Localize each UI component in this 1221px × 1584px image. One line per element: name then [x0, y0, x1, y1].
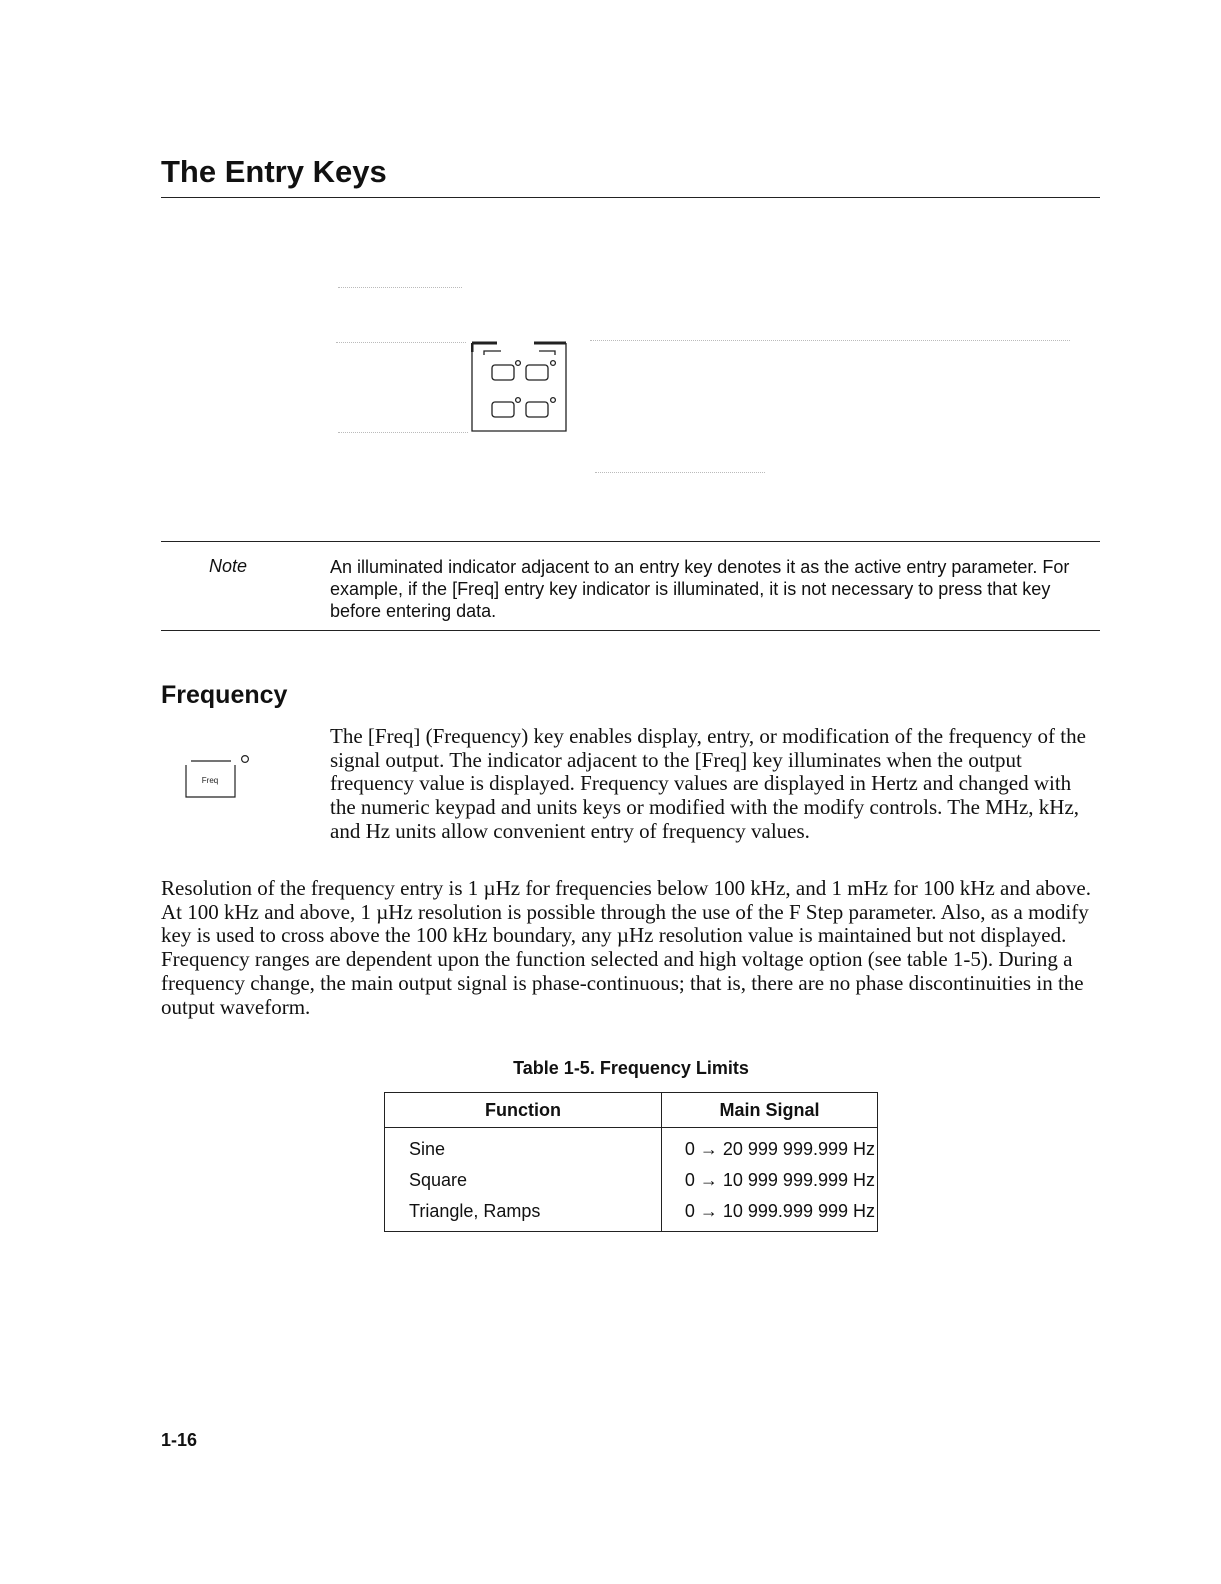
freq-key-label: Freq [201, 776, 219, 785]
note-top-rule [161, 541, 1100, 542]
note-text: An illuminated indicator adjacent to an entry key denotes it as the active entry parameter. For example, if the [Freq] entry key indicator is illuminated, it is not necessary to press that key before entering data. [330, 557, 1070, 621]
column-header-main-signal: Main Signal [662, 1093, 878, 1128]
frequency-body-paragraph: Resolution of the frequency entry is 1 µHz for frequencies below 100 kHz, and 1 mHz for 100 kHz and above. At 100 kHz and above, 1 µHz resolution is possible through the use of the F Step parameter. Also, as a modify key is used to cross above the 100 kHz boundary, any µHz resolution value is maintained but not displayed. Frequency ranges are dependent upon the function selected and high voltage option (see table 1-5). During a frequency change, the main output signal is phase-continuous; that is, there are no phase discontinuities in the output waveform. [161, 876, 1091, 1019]
table-caption: Table 1-5. Frequency Limits [513, 1058, 749, 1078]
column-header-function: Function [385, 1093, 662, 1128]
table-header-row [385, 1093, 878, 1128]
scan-artifact [336, 342, 466, 343]
table-cell: Square [385, 1165, 662, 1196]
scan-artifact [338, 287, 462, 288]
page-title: The Entry Keys [161, 154, 387, 189]
table-cell: 0 → 10 999.999 999 Hz [684, 1201, 875, 1221]
scan-artifact [338, 432, 468, 433]
note-label: Note [209, 556, 248, 576]
table-row [385, 1165, 878, 1196]
page-number: 1-16 [161, 1430, 198, 1450]
table-row [385, 1128, 878, 1166]
table-cell: Triangle, Ramps [385, 1196, 662, 1232]
freq-key-icon [183, 753, 253, 801]
section-heading-frequency: Frequency [161, 681, 288, 709]
table-cell: Sine [385, 1128, 662, 1166]
title-divider [161, 197, 1100, 198]
frequency-intro-paragraph: The [Freq] (Frequency) key enables display, entry, or modification of the frequency of the signal output. The indicator adjacent to the [Freq] key illuminates when the output frequency value is displayed. Frequency values are displayed in Hertz and changed with the numeric keypad and units keys or modified with the modify controls. The MHz, kHz, and Hz units allow convenient entry of frequency values. [330, 724, 1086, 843]
table-cell: 0 → 10 999 999.999 Hz [684, 1170, 875, 1190]
scan-artifact [590, 340, 1070, 341]
entry-keys-diagram [471, 339, 567, 432]
scan-artifact [595, 472, 765, 473]
table-cell: 0 → 20 999 999.999 Hz [684, 1139, 875, 1159]
frequency-limits-table [384, 1092, 878, 1232]
note-bottom-rule [161, 630, 1100, 631]
table-row [385, 1196, 878, 1232]
